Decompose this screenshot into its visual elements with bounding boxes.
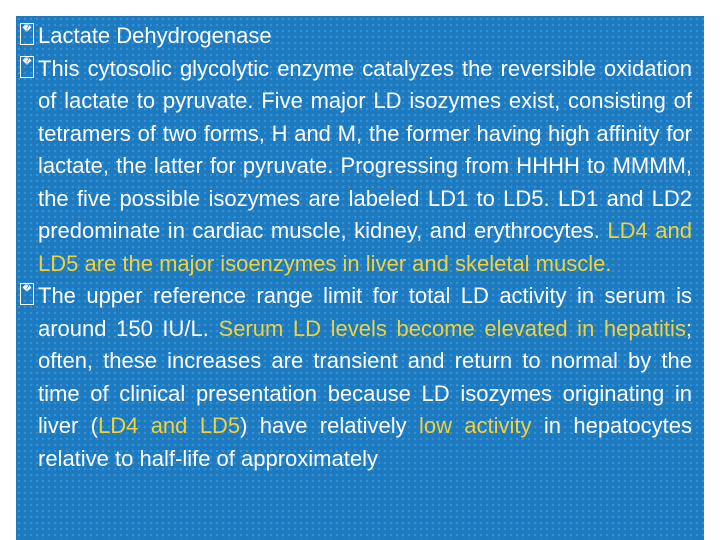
slide-title [20, 20, 692, 53]
highlight-text: LD4 and LD5 [98, 413, 241, 438]
slide-text [20, 20, 692, 475]
highlight-text: Serum LD levels become elevated in hepatitis [218, 315, 686, 341]
bullet-icon: � [20, 283, 34, 305]
title-text: Lactate Dehydrogenase [38, 23, 272, 48]
paragraph-reference-range [20, 280, 692, 475]
highlight-text: LD4 and LD5 are the major isoenzymes in liver and skeletal muscle. [38, 218, 692, 276]
cutoff-text: half-life of approximately [139, 445, 378, 471]
paragraph-text: ; often, these increases are transient and return to normal by the time of clinical presentation because LD isozymes originating in liver ( [38, 315, 692, 438]
paragraph-text: in hepatocytes relative to [38, 413, 692, 471]
paragraph-text: The upper reference range limit for total LD activity in serum is around 150 IU/L. [38, 283, 692, 341]
paragraph-text: ) have relatively [240, 413, 407, 438]
paragraph-lactate-description [20, 53, 692, 281]
paragraph-text: This cytosolic glycolytic enzyme catalyzes the reversible oxidation of lactate to pyruvate. Five major LD isozymes exist, consisting of tetramers of two forms, H and M, the former having high affinity for lactate, the latter for pyruvate. Progressing from HHHH to MMMM, the five possible isozymes are labeled LD1 to LD5. LD1 and LD2 predominate in cardiac muscle, kidney, and erythrocytes. [38, 55, 692, 243]
bullet-icon: � [20, 56, 34, 78]
highlight-text: low activity [418, 413, 532, 438]
bullet-icon: � [20, 23, 34, 45]
